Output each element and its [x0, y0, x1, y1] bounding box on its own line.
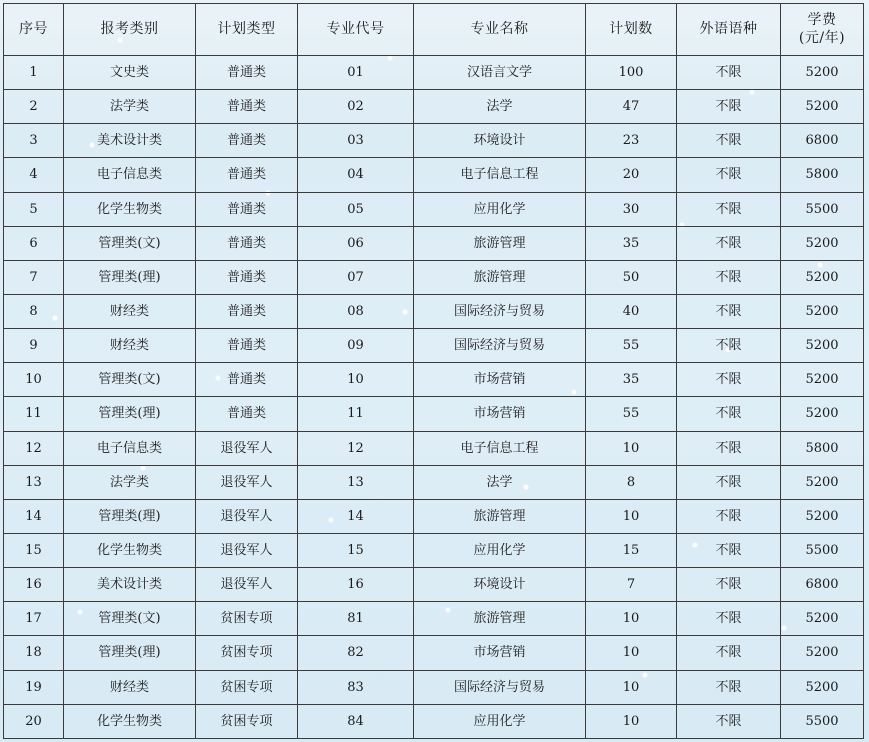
- cell-major-name: 应用化学: [414, 533, 586, 567]
- cell-index: 11: [4, 397, 64, 431]
- cell-major-name: 旅游管理: [414, 260, 586, 294]
- cell-plan-count: 10: [586, 704, 677, 738]
- cell-plan-count: 15: [586, 533, 677, 567]
- cell-category: 化学生物类: [64, 704, 196, 738]
- cell-index: 9: [4, 329, 64, 363]
- header-plan-type: 计划类型: [196, 4, 298, 56]
- cell-plan-type: 普通类: [196, 90, 298, 124]
- table-row: [4, 90, 864, 124]
- cell-category: 管理类(文): [64, 226, 196, 260]
- cell-plan-type: 普通类: [196, 397, 298, 431]
- cell-major-code: 11: [298, 397, 414, 431]
- table-row: [4, 294, 864, 328]
- cell-language: 不限: [677, 329, 781, 363]
- cell-fee: 5200: [781, 260, 864, 294]
- cell-plan-type: 贫困专项: [196, 704, 298, 738]
- cell-plan-count: 35: [586, 363, 677, 397]
- cell-major-code: 09: [298, 329, 414, 363]
- table-row: [4, 397, 864, 431]
- cell-plan-count: 55: [586, 397, 677, 431]
- cell-category: 美术设计类: [64, 124, 196, 158]
- cell-index: 15: [4, 533, 64, 567]
- cell-plan-type: 退役军人: [196, 568, 298, 602]
- cell-index: 3: [4, 124, 64, 158]
- cell-plan-type: 退役军人: [196, 465, 298, 499]
- cell-major-code: 81: [298, 602, 414, 636]
- cell-plan-count: 10: [586, 636, 677, 670]
- table-row: [4, 568, 864, 602]
- cell-language: 不限: [677, 294, 781, 328]
- cell-index: 19: [4, 670, 64, 704]
- cell-index: 6: [4, 226, 64, 260]
- cell-language: 不限: [677, 363, 781, 397]
- cell-plan-count: 35: [586, 226, 677, 260]
- header-major-code: 专业代号: [298, 4, 414, 56]
- cell-major-code: 83: [298, 670, 414, 704]
- cell-fee: 5800: [781, 431, 864, 465]
- cell-language: 不限: [677, 431, 781, 465]
- cell-category: 化学生物类: [64, 533, 196, 567]
- cell-plan-count: 40: [586, 294, 677, 328]
- cell-index: 14: [4, 499, 64, 533]
- cell-language: 不限: [677, 124, 781, 158]
- table-row: [4, 158, 864, 192]
- cell-plan-type: 退役军人: [196, 499, 298, 533]
- cell-index: 1: [4, 56, 64, 90]
- cell-major-code: 12: [298, 431, 414, 465]
- cell-index: 7: [4, 260, 64, 294]
- cell-major-name: 应用化学: [414, 704, 586, 738]
- cell-plan-type: 普通类: [196, 329, 298, 363]
- cell-category: 电子信息类: [64, 431, 196, 465]
- cell-category: 管理类(理): [64, 636, 196, 670]
- cell-major-name: 市场营销: [414, 363, 586, 397]
- cell-index: 10: [4, 363, 64, 397]
- cell-plan-type: 贫困专项: [196, 670, 298, 704]
- admission-plan-table: [3, 3, 864, 739]
- table-row: [4, 704, 864, 738]
- cell-language: 不限: [677, 192, 781, 226]
- table-row: [4, 329, 864, 363]
- table-row: [4, 602, 864, 636]
- cell-plan-type: 普通类: [196, 226, 298, 260]
- cell-major-name: 旅游管理: [414, 602, 586, 636]
- cell-major-name: 市场营销: [414, 397, 586, 431]
- cell-language: 不限: [677, 260, 781, 294]
- cell-fee: 5200: [781, 226, 864, 260]
- cell-major-code: 84: [298, 704, 414, 738]
- cell-category: 美术设计类: [64, 568, 196, 602]
- cell-index: 2: [4, 90, 64, 124]
- cell-index: 20: [4, 704, 64, 738]
- cell-language: 不限: [677, 499, 781, 533]
- table-row: [4, 226, 864, 260]
- cell-major-name: 国际经济与贸易: [414, 294, 586, 328]
- cell-plan-count: 55: [586, 329, 677, 363]
- cell-language: 不限: [677, 465, 781, 499]
- cell-fee: 5200: [781, 397, 864, 431]
- header-language: 外语语种: [677, 4, 781, 56]
- cell-plan-type: 普通类: [196, 363, 298, 397]
- cell-plan-type: 普通类: [196, 158, 298, 192]
- table-row: [4, 533, 864, 567]
- cell-major-name: 旅游管理: [414, 499, 586, 533]
- cell-index: 17: [4, 602, 64, 636]
- cell-category: 管理类(理): [64, 397, 196, 431]
- cell-plan-count: 20: [586, 158, 677, 192]
- cell-plan-type: 退役军人: [196, 533, 298, 567]
- cell-plan-count: 10: [586, 602, 677, 636]
- cell-category: 财经类: [64, 329, 196, 363]
- cell-language: 不限: [677, 158, 781, 192]
- cell-major-name: 法学: [414, 465, 586, 499]
- cell-major-code: 10: [298, 363, 414, 397]
- cell-major-code: 08: [298, 294, 414, 328]
- cell-plan-type: 普通类: [196, 56, 298, 90]
- cell-major-name: 国际经济与贸易: [414, 329, 586, 363]
- header-index: 序号: [4, 4, 64, 56]
- cell-fee: 6800: [781, 124, 864, 158]
- cell-index: 16: [4, 568, 64, 602]
- cell-language: 不限: [677, 568, 781, 602]
- table-row: [4, 499, 864, 533]
- cell-major-code: 13: [298, 465, 414, 499]
- cell-language: 不限: [677, 90, 781, 124]
- cell-language: 不限: [677, 602, 781, 636]
- cell-major-name: 环境设计: [414, 568, 586, 602]
- cell-plan-count: 23: [586, 124, 677, 158]
- cell-plan-type: 贫困专项: [196, 602, 298, 636]
- cell-major-code: 04: [298, 158, 414, 192]
- table-row: [4, 636, 864, 670]
- cell-major-name: 电子信息工程: [414, 431, 586, 465]
- cell-fee: 5200: [781, 636, 864, 670]
- cell-plan-count: 7: [586, 568, 677, 602]
- cell-fee: 5200: [781, 670, 864, 704]
- cell-major-name: 国际经济与贸易: [414, 670, 586, 704]
- header-category: 报考类别: [64, 4, 196, 56]
- cell-language: 不限: [677, 636, 781, 670]
- cell-major-code: 15: [298, 533, 414, 567]
- cell-index: 4: [4, 158, 64, 192]
- cell-plan-type: 退役军人: [196, 431, 298, 465]
- cell-major-name: 汉语言文学: [414, 56, 586, 90]
- cell-category: 电子信息类: [64, 158, 196, 192]
- cell-language: 不限: [677, 533, 781, 567]
- cell-major-code: 05: [298, 192, 414, 226]
- cell-plan-type: 贫困专项: [196, 636, 298, 670]
- cell-plan-count: 100: [586, 56, 677, 90]
- cell-major-name: 应用化学: [414, 192, 586, 226]
- cell-fee: 5200: [781, 90, 864, 124]
- cell-language: 不限: [677, 56, 781, 90]
- cell-fee: 5200: [781, 465, 864, 499]
- cell-major-code: 02: [298, 90, 414, 124]
- cell-plan-count: 10: [586, 670, 677, 704]
- cell-category: 财经类: [64, 670, 196, 704]
- cell-index: 12: [4, 431, 64, 465]
- table-row: [4, 431, 864, 465]
- cell-plan-type: 普通类: [196, 124, 298, 158]
- cell-plan-count: 50: [586, 260, 677, 294]
- cell-category: 管理类(理): [64, 260, 196, 294]
- cell-category: 法学类: [64, 465, 196, 499]
- table-row: [4, 465, 864, 499]
- cell-category: 管理类(文): [64, 363, 196, 397]
- cell-fee: 5500: [781, 192, 864, 226]
- header-major-name: 专业名称: [414, 4, 586, 56]
- cell-index: 8: [4, 294, 64, 328]
- cell-major-name: 市场营销: [414, 636, 586, 670]
- cell-fee: 5500: [781, 704, 864, 738]
- header-plan-count: 计划数: [586, 4, 677, 56]
- table-row: [4, 670, 864, 704]
- cell-index: 18: [4, 636, 64, 670]
- table-row: [4, 363, 864, 397]
- cell-major-code: 14: [298, 499, 414, 533]
- cell-major-code: 06: [298, 226, 414, 260]
- cell-major-code: 07: [298, 260, 414, 294]
- cell-category: 管理类(文): [64, 602, 196, 636]
- cell-fee: 6800: [781, 568, 864, 602]
- cell-category: 财经类: [64, 294, 196, 328]
- cell-category: 化学生物类: [64, 192, 196, 226]
- cell-plan-type: 普通类: [196, 294, 298, 328]
- cell-category: 法学类: [64, 90, 196, 124]
- cell-plan-count: 10: [586, 499, 677, 533]
- cell-fee: 5200: [781, 499, 864, 533]
- cell-major-name: 环境设计: [414, 124, 586, 158]
- table-row: [4, 260, 864, 294]
- header-fee-line1: 学费: [807, 12, 837, 28]
- cell-plan-count: 8: [586, 465, 677, 499]
- cell-plan-count: 47: [586, 90, 677, 124]
- header-fee: [781, 4, 864, 56]
- cell-major-code: 82: [298, 636, 414, 670]
- cell-plan-count: 30: [586, 192, 677, 226]
- table-row: [4, 56, 864, 90]
- cell-fee: 5800: [781, 158, 864, 192]
- cell-language: 不限: [677, 704, 781, 738]
- cell-index: 5: [4, 192, 64, 226]
- cell-fee: 5200: [781, 363, 864, 397]
- cell-category: 管理类(理): [64, 499, 196, 533]
- cell-plan-type: 普通类: [196, 192, 298, 226]
- cell-index: 13: [4, 465, 64, 499]
- cell-language: 不限: [677, 226, 781, 260]
- cell-major-name: 电子信息工程: [414, 158, 586, 192]
- cell-major-name: 旅游管理: [414, 226, 586, 260]
- table-body: [4, 56, 864, 739]
- table-row: [4, 192, 864, 226]
- cell-fee: 5200: [781, 56, 864, 90]
- cell-language: 不限: [677, 670, 781, 704]
- cell-fee: 5200: [781, 294, 864, 328]
- cell-plan-count: 10: [586, 431, 677, 465]
- header-fee-line2: (元/年): [798, 29, 846, 46]
- cell-language: 不限: [677, 397, 781, 431]
- cell-fee: 5200: [781, 329, 864, 363]
- cell-category: 文史类: [64, 56, 196, 90]
- cell-major-code: 16: [298, 568, 414, 602]
- cell-fee: 5500: [781, 533, 864, 567]
- cell-major-name: 法学: [414, 90, 586, 124]
- cell-major-code: 03: [298, 124, 414, 158]
- table-row: [4, 124, 864, 158]
- cell-fee: 5200: [781, 602, 864, 636]
- cell-plan-type: 普通类: [196, 260, 298, 294]
- table-header-row: [4, 4, 864, 56]
- cell-major-code: 01: [298, 56, 414, 90]
